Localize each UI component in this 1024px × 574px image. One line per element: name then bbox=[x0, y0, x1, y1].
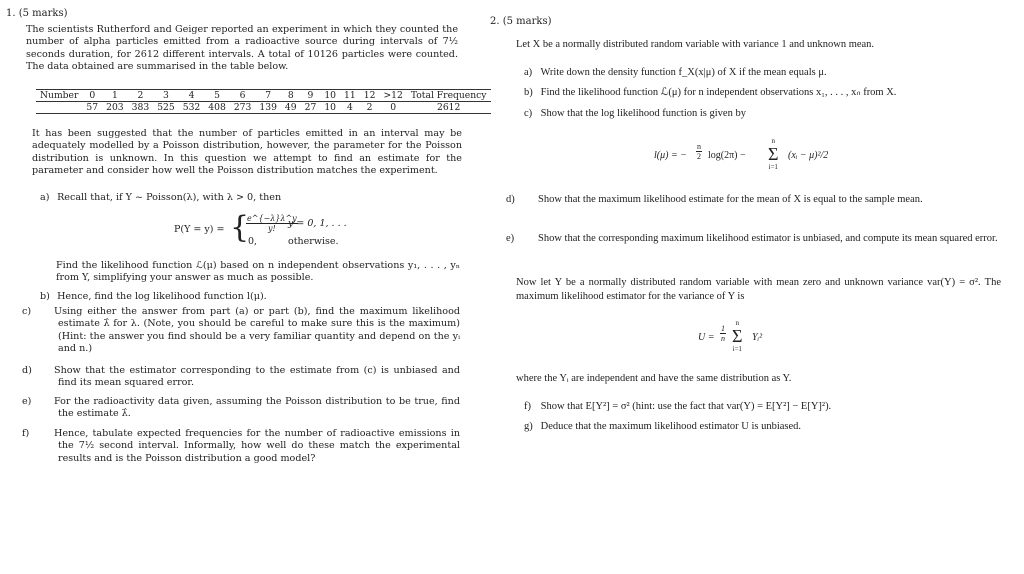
table-header-row bbox=[36, 90, 491, 102]
table-cell: 525 bbox=[153, 102, 179, 114]
log-likelihood-formula bbox=[654, 138, 914, 178]
pmf-case1: y = 0, 1, . . . bbox=[288, 218, 347, 229]
part-label: c) bbox=[524, 108, 533, 119]
part-text: Recall that, if Y ~ Poisson(λ), with λ > 0, then bbox=[57, 192, 282, 203]
q1-paragraph-2: It has been suggested that the number of particles emitted in an interval may be adequately modelled by a Poisson distribution, however, the parameter for the Poisson distribution is unknown. In this question we attempt to find an estimate for the parameter and consider how well the Poisson distribution matches the experiment. bbox=[32, 128, 462, 177]
part-text: For the radioactivity data given, assuming the Poisson distribution to be true, find the estimate λ̂. bbox=[54, 396, 460, 420]
part-label: f) bbox=[524, 401, 531, 412]
part-label: b) bbox=[524, 87, 533, 98]
part-label: b) bbox=[40, 291, 50, 302]
q1-part-c bbox=[22, 306, 460, 356]
part-text: Show that the log likelihood function is given by bbox=[540, 108, 746, 119]
table-cell: 2 bbox=[360, 102, 380, 114]
q2-heading: 2. (5 marks) bbox=[490, 16, 552, 27]
part-label: a) bbox=[40, 192, 50, 203]
table-cell: 139 bbox=[255, 102, 281, 114]
loglik-lhs: l(μ) = − bbox=[654, 150, 687, 161]
part-text: Show that the corresponding maximum likelihood estimator is unbiased, and compute its mean squared error. bbox=[538, 233, 998, 244]
pmf-numerator: e^{−λ}λ^y bbox=[247, 214, 297, 223]
table-header-cell: 12 bbox=[360, 90, 380, 102]
table-value-row bbox=[36, 102, 491, 114]
part-label: g) bbox=[524, 421, 533, 432]
table-cell: 2612 bbox=[407, 102, 491, 114]
table-header-cell: 8 bbox=[281, 90, 301, 102]
part-text: Hence, find the log likelihood function l(μ). bbox=[57, 291, 267, 302]
table-header-cell: 10 bbox=[320, 90, 340, 102]
q2-part-d bbox=[506, 193, 999, 207]
table-header-cell: 0 bbox=[82, 90, 102, 102]
q2-part-g bbox=[524, 420, 1004, 434]
table-cell: 4 bbox=[340, 102, 360, 114]
q2-part-c bbox=[524, 107, 1004, 121]
part-text: Hence, tabulate expected frequencies for the number of radioactive emissions in the 7½ second interval. Informally, how well do these match the experimental results and is the Poisson distribution a good model? bbox=[54, 428, 460, 464]
part-text: Write down the density function f_X(x|μ) of X if the mean equals μ. bbox=[540, 67, 827, 78]
q2-part-f bbox=[524, 400, 1004, 414]
sum-icon: n Σ i=1 bbox=[768, 137, 779, 171]
q1-part-a bbox=[40, 192, 460, 204]
poisson-pmf bbox=[174, 212, 374, 252]
q1-part-a-text2: Find the likelihood function ℒ(μ) based on n independent observations y₁, . . . , yₙ from Y, simplifying your answer as much as possible. bbox=[56, 260, 460, 284]
pmf-zero: 0, bbox=[248, 236, 258, 247]
q1-part-e bbox=[22, 396, 460, 421]
table-header-cell: Total Frequency bbox=[407, 90, 491, 102]
table-header-cell: 11 bbox=[340, 90, 360, 102]
part-label: a) bbox=[524, 67, 533, 78]
u-estimator-formula bbox=[698, 320, 818, 360]
left-brace-icon: { bbox=[230, 210, 250, 245]
table-header-cell: 7 bbox=[255, 90, 281, 102]
table-header-cell: 1 bbox=[102, 90, 128, 102]
table-cell bbox=[36, 102, 82, 114]
table-cell: 273 bbox=[230, 102, 256, 114]
q2-paragraph-3: where the Yᵢ are independent and have the same distribution as Y. bbox=[516, 373, 792, 384]
part-label: d) bbox=[22, 365, 32, 376]
pmf-case2: otherwise. bbox=[288, 236, 339, 247]
part-text: Using either the answer from part (a) or part (b), find the maximum likelihood estimate λ̂ for λ. (Note, you should be careful to make sure this is the maximum) (Hint: the answer you find should be a very familiar quantity and depend on the yᵢ and n.) bbox=[54, 306, 460, 355]
table-header-cell: Number bbox=[36, 90, 82, 102]
part-label: e) bbox=[22, 396, 32, 407]
part-text: Show that the maximum likelihood estimate for the mean of X is equal to the sample mean. bbox=[538, 194, 923, 205]
table-cell: 203 bbox=[102, 102, 128, 114]
u-fraction bbox=[720, 324, 726, 343]
pmf-denominator: y! bbox=[267, 224, 276, 233]
q1-part-f bbox=[22, 428, 460, 465]
frequency-table bbox=[36, 89, 491, 114]
table-header-cell: 3 bbox=[153, 90, 179, 102]
table-cell: 0 bbox=[379, 102, 406, 114]
table-header-cell: 9 bbox=[301, 90, 321, 102]
table-cell: 57 bbox=[82, 102, 102, 114]
q1-part-b bbox=[40, 291, 460, 303]
part-label: f) bbox=[22, 428, 30, 439]
part-label: d) bbox=[506, 194, 515, 205]
loglik-frac-den: 2 bbox=[697, 152, 701, 161]
loglik-mid: log(2π) − bbox=[708, 150, 746, 161]
table-cell: 10 bbox=[320, 102, 340, 114]
sum-top: n bbox=[771, 137, 775, 145]
sum-bottom: i=1 bbox=[768, 163, 778, 171]
u-tail: Yᵢ² bbox=[752, 332, 763, 343]
loglik-tail: (xᵢ − μ)²/2 bbox=[788, 150, 829, 161]
table-header-cell: >12 bbox=[379, 90, 406, 102]
part-text: Show that the estimator corresponding to the estimate from (c) is unbiased and find its mean squared error. bbox=[54, 365, 460, 389]
pmf-lhs: P(Y = y) = bbox=[174, 224, 225, 235]
sum-top: n bbox=[735, 319, 739, 327]
u-frac-num: 1 bbox=[721, 324, 725, 333]
part-text: Deduce that the maximum likelihood estimator U is unbiased. bbox=[540, 421, 802, 432]
table-header-cell: 5 bbox=[204, 90, 230, 102]
table-cell: 49 bbox=[281, 102, 301, 114]
table-cell: 27 bbox=[301, 102, 321, 114]
q1-intro: The scientists Rutherford and Geiger reported an experiment in which they counted the number of alpha particles emitted from a radioactive source during intervals of 7½ seconds duration, for 2612 different intervals. A total of 10126 particles were counted. The data obtained are summarised in the table below. bbox=[26, 24, 458, 73]
part-text: Show that E[Y²] = σ² (hint: use the fact that var(Y) = E[Y²] − E[Y]²). bbox=[540, 401, 832, 412]
table-header-cell: 4 bbox=[179, 90, 205, 102]
q1-heading: 1. (5 marks) bbox=[6, 8, 68, 19]
u-frac-den: n bbox=[721, 334, 725, 343]
part-label: c) bbox=[22, 306, 32, 317]
q2-paragraph-2: Now let Y be a normally distributed random variable with mean zero and unknown variance var(Y) = σ². The maximum likelihood estimator for the variance of Y is bbox=[516, 277, 1001, 302]
sum-icon: n Σ i=1 bbox=[732, 319, 743, 353]
q1-part-d bbox=[22, 365, 460, 390]
table-header-cell: 2 bbox=[128, 90, 154, 102]
q2-part-e bbox=[506, 232, 999, 246]
table-cell: 383 bbox=[128, 102, 154, 114]
q2-part-a bbox=[524, 66, 1004, 80]
table-cell: 408 bbox=[204, 102, 230, 114]
q2-part-b bbox=[524, 86, 1004, 100]
table-header-cell: 6 bbox=[230, 90, 256, 102]
table-cell: 532 bbox=[179, 102, 205, 114]
u-lhs: U = bbox=[698, 332, 715, 343]
sum-bottom: i=1 bbox=[732, 345, 742, 353]
loglik-frac-num: n bbox=[697, 142, 701, 151]
q2-intro: Let X be a normally distributed random variable with variance 1 and unknown mean. bbox=[516, 39, 875, 50]
part-label: e) bbox=[506, 233, 515, 244]
part-text: Find the likelihood function ℒ(μ) for n independent observations x₁, . . . , xₙ from X. bbox=[540, 87, 897, 98]
loglik-fraction bbox=[696, 142, 702, 161]
